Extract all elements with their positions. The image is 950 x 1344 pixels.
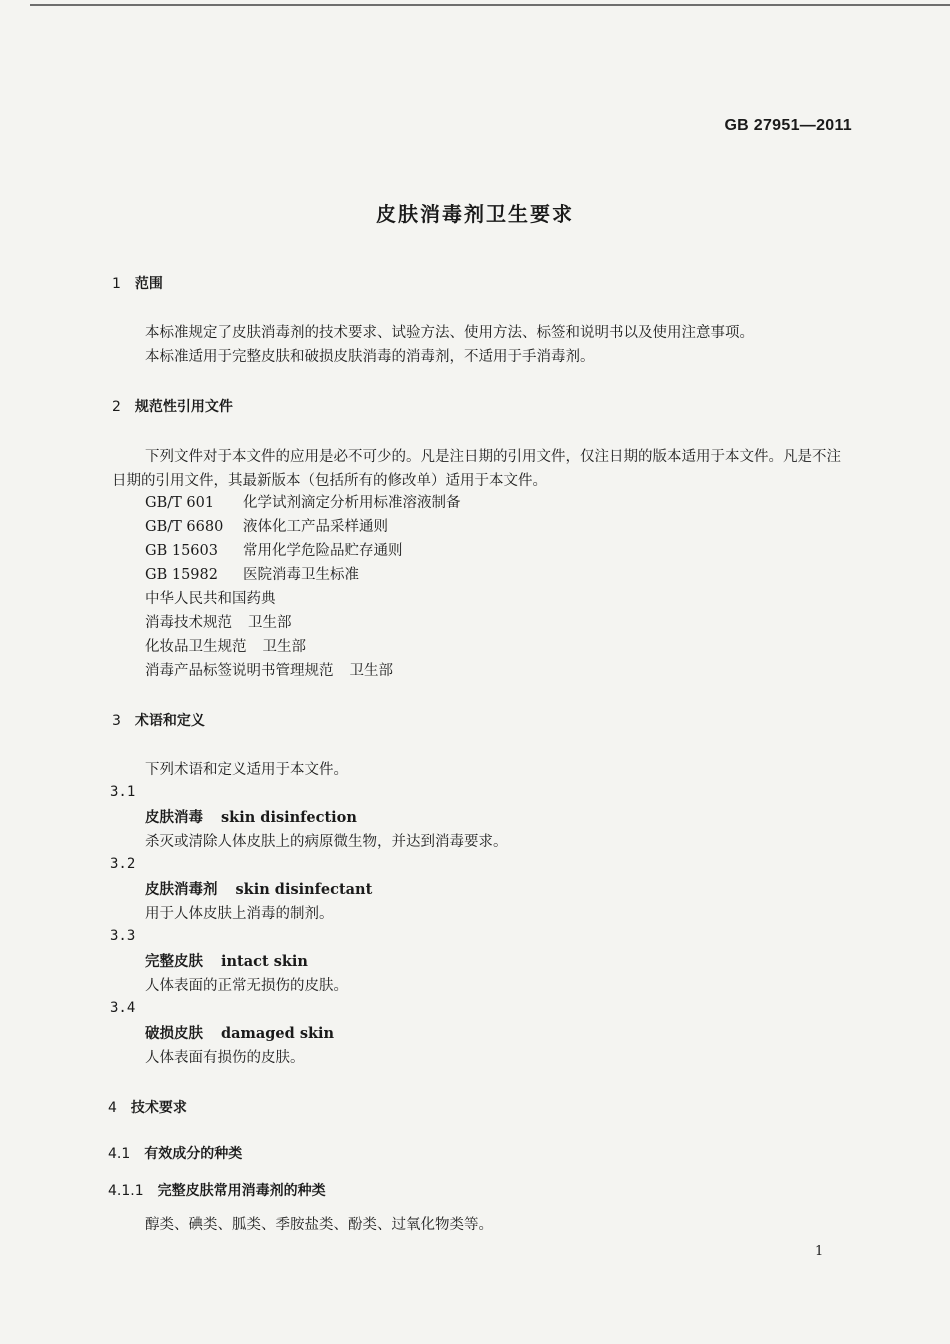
term-definition: 杀灭或清除人体皮肤上的病原微生物，并达到消毒要求。 [145,834,508,850]
section-number: 1 [112,276,121,292]
term-number: 3.3 [110,928,136,944]
reference-item [145,515,388,539]
term-heading [145,806,357,827]
section-title: 术语和定义 [134,713,205,729]
reference-title: 液体化工产品采样通则 [243,519,388,535]
section-3-heading [112,710,205,730]
reference-title: 常用化学危险品贮存通则 [243,543,403,559]
reference-title: 消毒产品标签说明书管理规范 [145,663,334,679]
section-title: 技术要求 [130,1100,187,1116]
reference-code: GB 15982 [145,567,218,583]
reference-org: 卫生部 [248,615,292,631]
reference-org: 卫生部 [262,639,306,655]
reference-code: GB/T 6680 [145,519,224,535]
term-en: intact skin [221,953,308,970]
reference-title: 中华人民共和国药典 [145,591,276,607]
term-zh: 皮肤消毒剂 [145,881,218,898]
reference-title: 化学试剂滴定分析用标准溶液制备 [243,495,461,511]
reference-title: 消毒技术规范 [145,615,232,631]
document-title: 皮肤消毒剂卫生要求 [376,202,574,226]
term-definition: 人体表面的正常无损伤的皮肤。 [145,978,348,994]
term-definition: 用于人体皮肤上消毒的制剂。 [145,906,334,922]
term-zh: 破损皮肤 [145,1025,203,1042]
term-number: 3.2 [110,856,136,872]
term-number: 3.1 [110,784,136,800]
reference-item [145,563,359,587]
term-zh: 完整皮肤 [145,953,203,970]
term-number: 3.4 [110,1000,136,1016]
reference-title: 化妆品卫生规范 [145,639,247,655]
page-number: 1 [815,1244,824,1259]
reference-title: 医院消毒卫生标准 [243,567,359,583]
paragraph: 下列术语和定义适用于本文件。 [145,762,348,778]
section-4-heading [108,1097,187,1117]
paragraph: 本标准规定了皮肤消毒剂的技术要求、试验方法、使用方法、标签和说明书以及使用注意事项。 [145,325,754,341]
section-2-heading [112,396,233,416]
term-heading [145,878,372,899]
section-1-heading [112,273,163,293]
term-zh: 皮肤消毒 [145,809,203,826]
section-number: 4.1 [108,1146,131,1162]
reference-item [145,491,461,515]
section-number: 4.1.1 [108,1183,144,1199]
section-number: 3 [112,713,121,729]
reference-code: GB/T 601 [145,495,215,511]
reference-item [145,659,393,683]
paragraph: 醇类、碘类、胍类、季胺盐类、酚类、过氧化物类等。 [145,1217,493,1233]
subsection-4-1-heading [108,1143,242,1163]
subsection-4-1-1-heading [108,1180,326,1200]
reference-item [145,611,292,635]
term-definition: 人体表面有损伤的皮肤。 [145,1050,305,1066]
top-rule [30,4,950,6]
reference-item [145,587,276,611]
section-title: 范围 [134,276,163,292]
term-en: skin disinfection [221,809,357,826]
section-number: 2 [112,399,121,415]
section-title: 有效成分的种类 [144,1146,243,1162]
term-heading [145,950,308,971]
paragraph: 本标准适用于完整皮肤和破损皮肤消毒的消毒剂，不适用于手消毒剂。 [145,349,595,365]
standard-number: GB 27951—2011 [724,117,852,134]
section-title: 完整皮肤常用消毒剂的种类 [157,1183,326,1199]
reference-item [145,539,403,563]
paragraph: 下列文件对于本文件的应用是必不可少的。凡是注日期的引用文件，仅注日期的版本适用于本文件。凡是不注日期的引用文件，其最新版本（包括所有的修改单）适用于本文件。 [112,449,841,489]
term-en: damaged skin [221,1025,335,1042]
term-heading [145,1022,334,1043]
reference-code: GB 15603 [145,543,218,559]
section-title: 规范性引用文件 [134,399,233,415]
reference-item [145,635,306,659]
reference-org: 卫生部 [349,663,393,679]
term-en: skin disinfectant [235,881,373,898]
section-number: 4 [108,1100,117,1116]
